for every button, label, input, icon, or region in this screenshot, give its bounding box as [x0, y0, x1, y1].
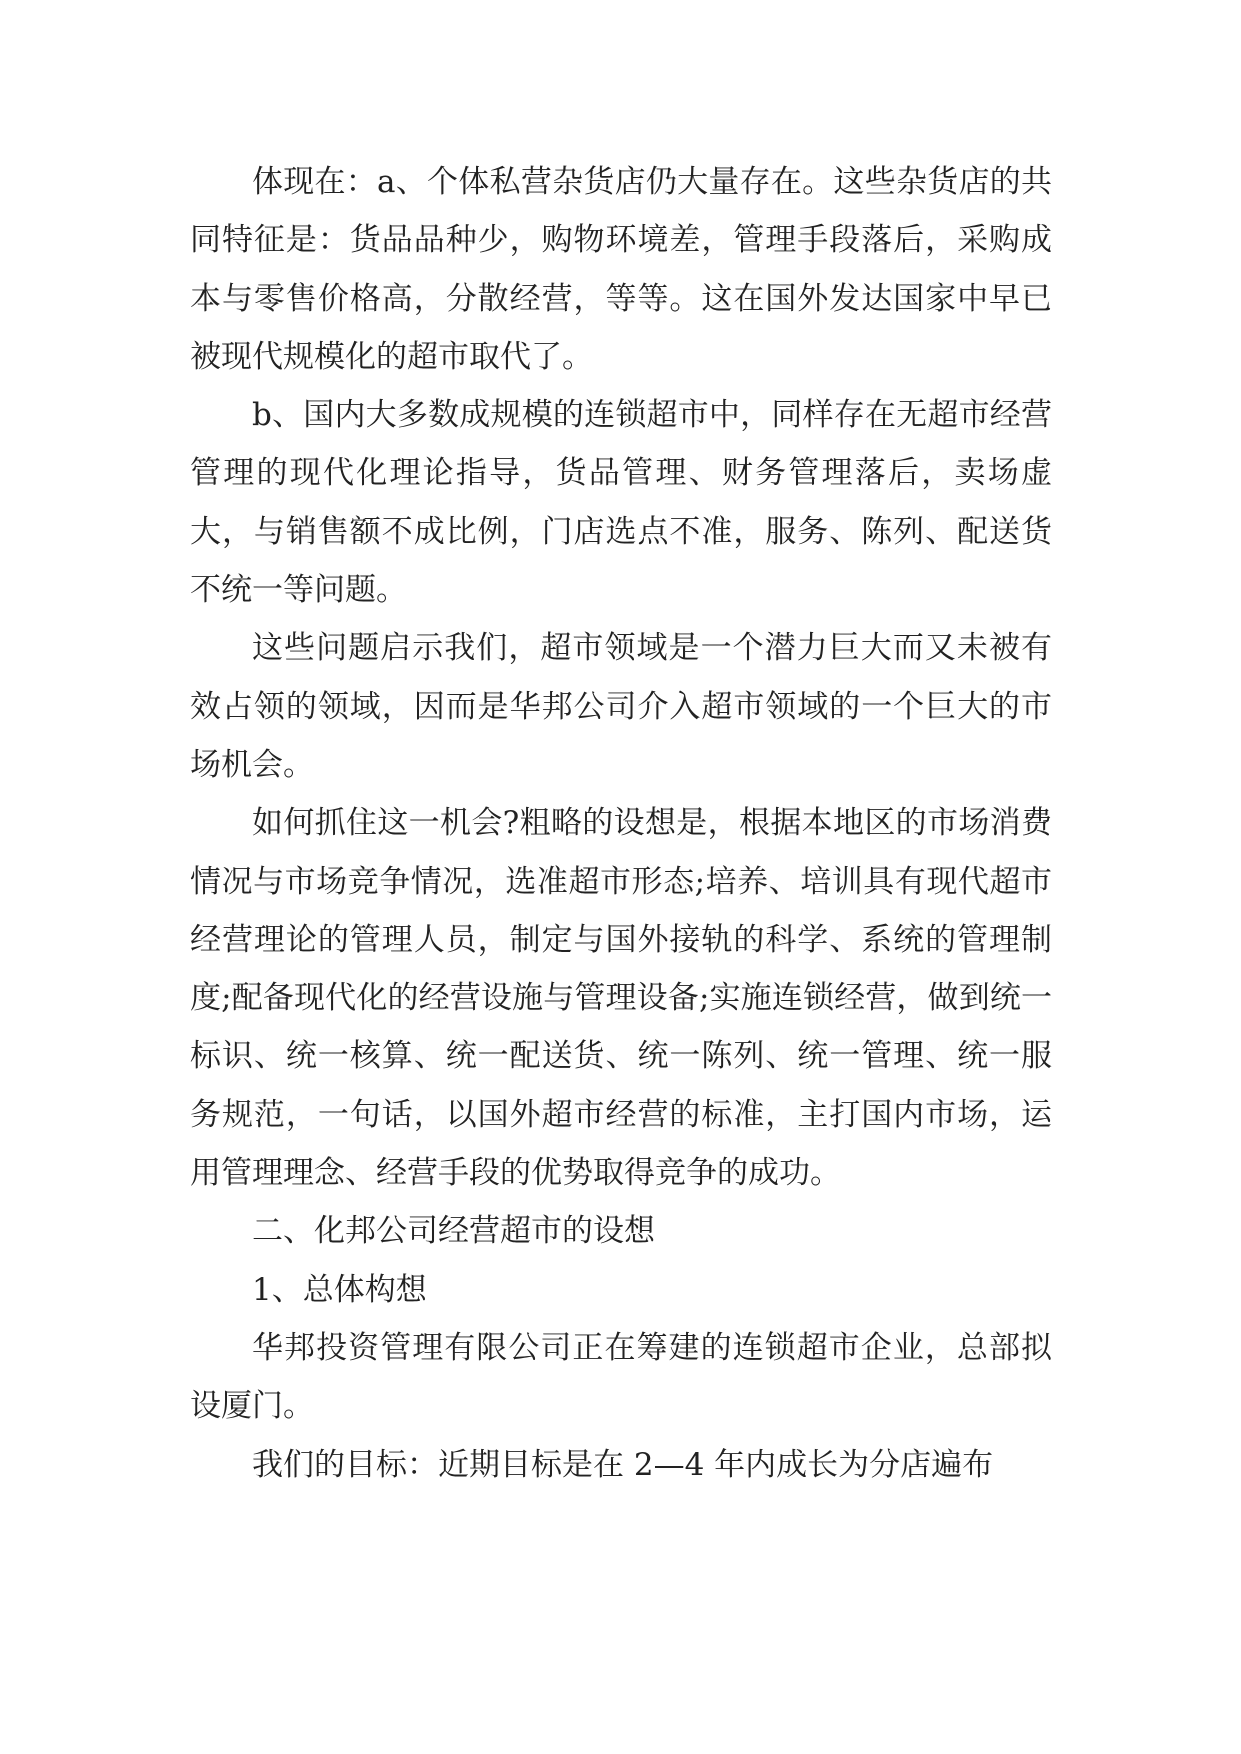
- section-heading: 二、化邦公司经营超市的设想: [252, 1213, 655, 1250]
- document-body: [190, 153, 1052, 1494]
- paragraph-5: 华邦投资管理有限公司正在筹建的连锁超市企业，总部拟设厦门。: [190, 1329, 1052, 1425]
- paragraph-6: 我们的目标：近期目标是在 2—4 年内成长为分店遍布: [252, 1446, 994, 1483]
- paragraph-2: b、国内大多数成规模的连锁超市中，同样存在无超市经营管理的现代化理论指导，货品管理、财务管理落后，卖场虚大，与销售额不成比例，门店选点不准，服务、陈列、配送货不统一等问题。: [190, 397, 1052, 609]
- paragraph-3: 这些问题启示我们，超市领域是一个潜力巨大而又未被有效占领的领域，因而是华邦公司介入超市领域的一个巨大的市场机会。: [190, 630, 1052, 783]
- subsection-heading: 1、总体构想: [252, 1271, 427, 1308]
- paragraph-4: 如何抓住这一机会?粗略的设想是，根据本地区的市场消费情况与市场竞争情况，选准超市形态;培养、培训具有现代超市经营理论的管理人员，制定与国外接轨的科学、系统的管理制度;配备现代化的经营设施与管理设备;实施连锁经营，做到统一标识、统一核算、统一配送货、统一陈列、统一管理、统一服务规范，一句话，以国外超市经营的标准，主打国内市场，运用管理理念、经营手段的优势取得竞争的成功。: [190, 805, 1052, 1192]
- paragraph-1: 体现在：a、个体私营杂货店仍大量存在。这些杂货店的共同特征是：货品品种少，购物环境差，管理手段落后，采购成本与零售价格高，分散经营，等等。这在国外发达国家中早已被现代规模化的超市取代了。: [190, 164, 1052, 375]
